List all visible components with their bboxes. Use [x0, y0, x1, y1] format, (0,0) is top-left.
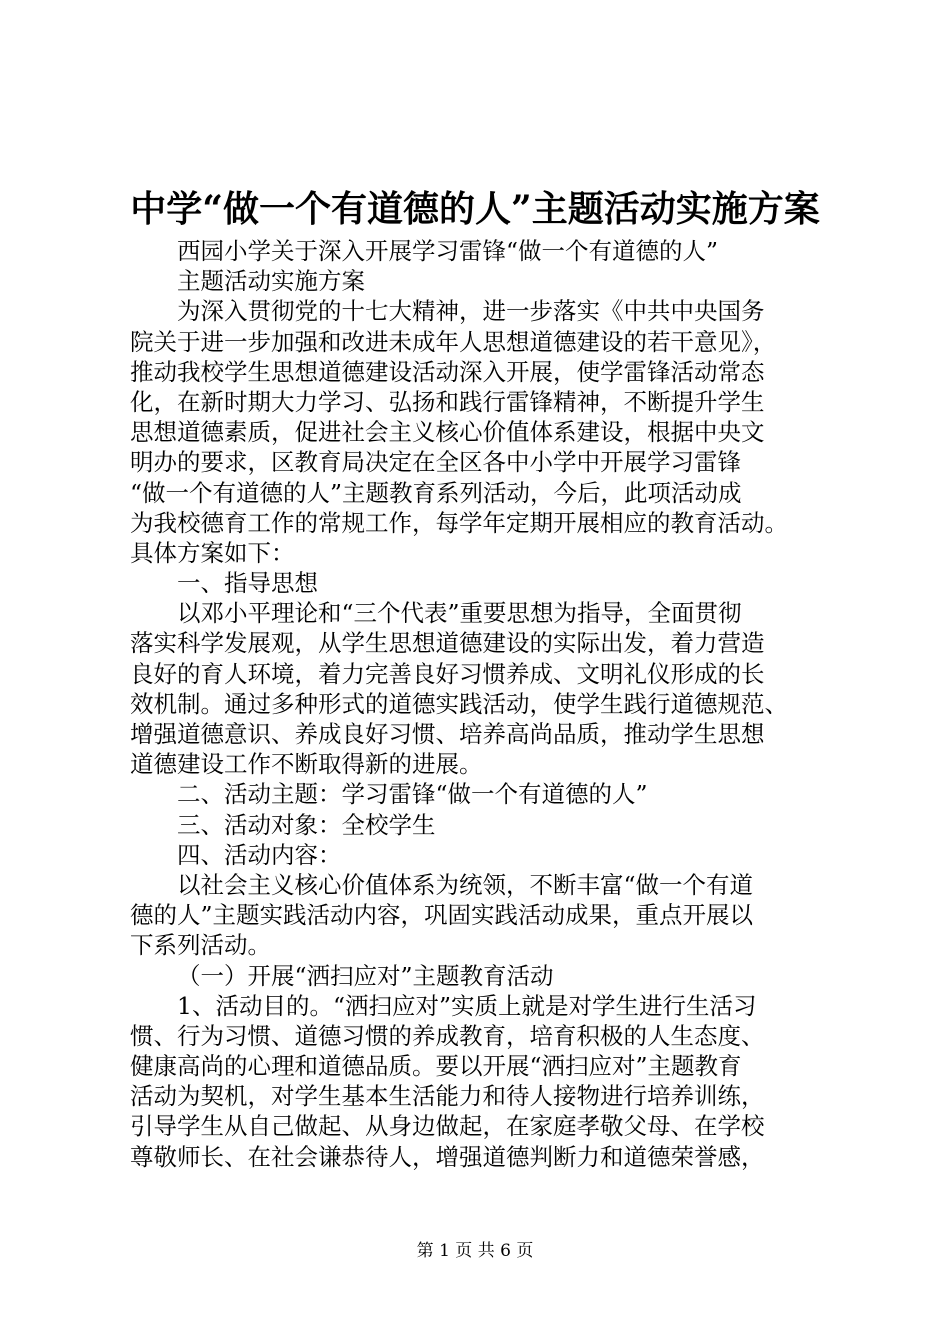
body-line: 活动为契机，对学生基本生活能力和待人接物进行培养训练，: [130, 1082, 765, 1111]
body-line: 思想道德素质，促进社会主义核心价值体系建设，根据中央文: [130, 418, 765, 447]
body-line: 以邓小平理论和“三个代表”重要思想为指导，全面贯彻: [177, 599, 742, 628]
body-line: 具体方案如下：: [130, 538, 295, 567]
body-line: “做一个有道德的人”主题教育系列活动，今后，此项活动成: [130, 478, 742, 507]
body-line: 化，在新时期大力学习、弘扬和践行雷锋精神，不断提升学生: [130, 387, 765, 416]
body-line: 尊敬师长、在社会谦恭待人，增强道德判断力和道德荣誉感，: [130, 1142, 765, 1171]
body-line: 增强道德意识、养成良好习惯、培养高尚品质，推动学生思想: [130, 720, 765, 748]
body-line: 1、活动目的。“洒扫应对”实质上就是对学生进行生活习: [177, 991, 757, 1020]
body-line: 良好的育人环境，着力完善良好习惯养成、文明礼仪形成的长: [130, 659, 765, 688]
body-line: 道德建设工作不断取得新的进展。: [130, 750, 483, 779]
body-line: 二、活动主题：学习雷锋“做一个有道德的人”: [177, 780, 648, 809]
body-line: 德的人”主题实践活动内容，巩固实践活动成果，重点开展以: [130, 901, 754, 930]
body-line: 下系列活动。: [130, 931, 271, 960]
document-body: [130, 236, 830, 1172]
body-line: 明办的要求，区教育局决定在全区各中小学中开展学习雷锋: [130, 448, 741, 477]
body-line: 院关于进一步加强和改进未成年人思想道德建设的若干意见》，: [130, 327, 777, 356]
body-line: 惯、行为习惯、道德习惯的养成教育，培育积极的人生态度、: [130, 1021, 765, 1050]
page-footer: 第 1 页 共 6 页: [416, 1241, 534, 1261]
body-line: 引导学生从自己做起、从身边做起，在家庭孝敬父母、在学校: [130, 1112, 765, 1141]
body-line: 以社会主义核心价值体系为统领，不断丰富“做一个有道: [177, 870, 754, 899]
body-line: 四、活动内容：: [177, 840, 342, 869]
body-line: 推动我校学生思想道德建设活动深入开展，使学雷锋活动常态: [130, 357, 765, 386]
body-line: 效机制。通过多种形式的道德实践活动，使学生践行道德规范、: [130, 689, 788, 718]
body-line: 为深入贯彻党的十七大精神，进一步落实《中共中央国务: [177, 297, 765, 326]
body-line: 健康高尚的心理和道德品质。要以开展“洒扫应对”主题教育: [130, 1052, 742, 1081]
body-line: 主题活动实施方案: [177, 267, 365, 296]
body-line: 西园小学关于深入开展学习雷锋“做一个有道德的人”: [177, 237, 719, 265]
body-line: 落实科学发展观，从学生思想道德建设的实际出发，着力营造: [130, 629, 765, 658]
document-title: 中学“做一个有道德的人”主题活动实施方案: [130, 188, 820, 230]
body-line: 为我校德育工作的常规工作，每学年定期开展相应的教育活动。: [130, 508, 788, 537]
body-line: （一）开展“洒扫应对”主题教育活动: [177, 961, 554, 990]
body-line: 一、指导思想: [177, 569, 318, 598]
body-line: 三、活动对象：全校学生: [177, 810, 436, 839]
